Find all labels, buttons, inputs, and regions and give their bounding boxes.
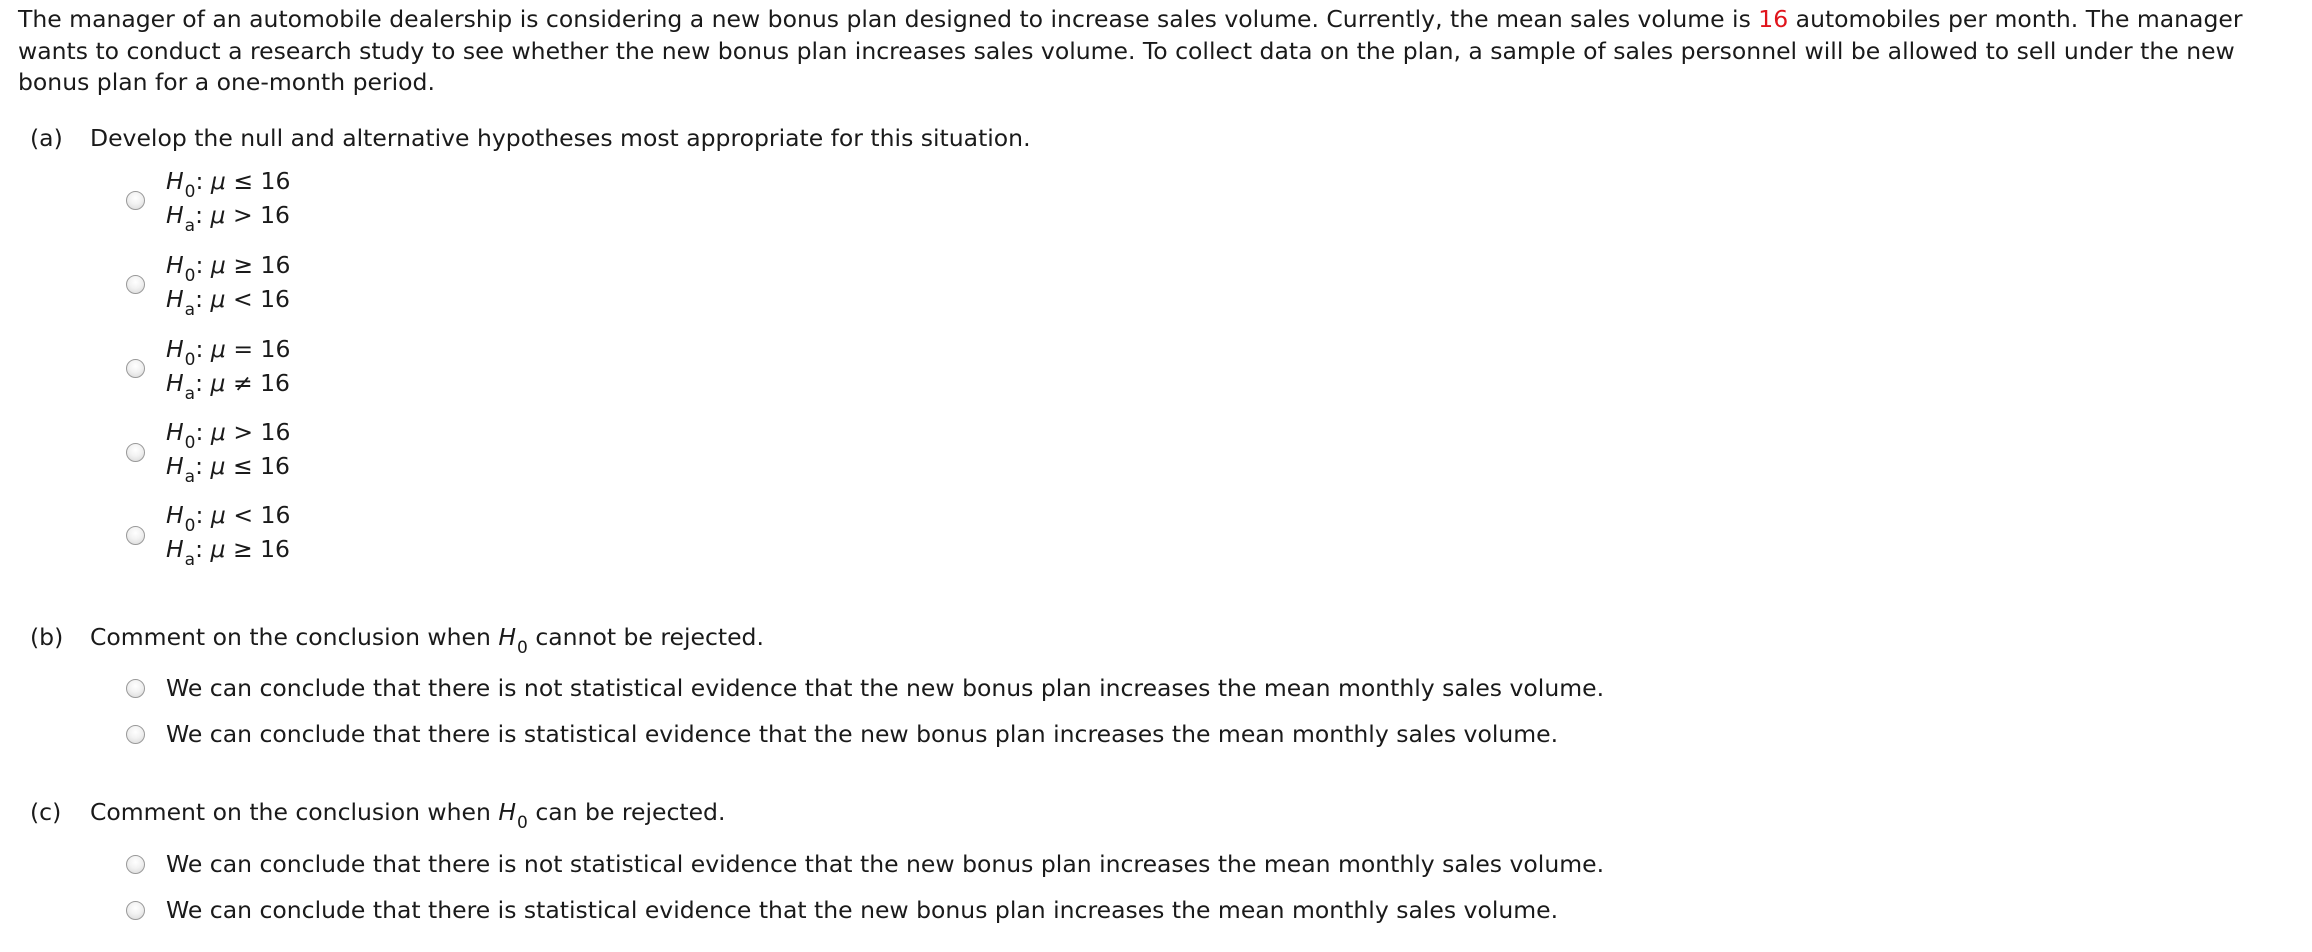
ha-relation: > 16 (232, 201, 291, 229)
alternative-hypothesis: $H_a$: μ ≤ 16 (166, 452, 291, 487)
conclusion-c-option-1-radio[interactable] (126, 855, 145, 874)
hypothesis-option-5-radio[interactable] (126, 526, 145, 545)
conclusion-c-option-1-label[interactable]: We can conclude that there is not statistical evidence that the new bonus plan increases the mean monthly sales volume. (166, 850, 1605, 878)
alternative-hypothesis: $H_a$: μ > 16 (166, 201, 291, 236)
conclusion-c-option-2-label[interactable]: We can conclude that there is statistical evidence that the new bonus plan increases the mean monthly sales volume. (166, 896, 1559, 924)
conclusion-b-option-1-radio[interactable] (126, 679, 145, 698)
intro-text-after: automobiles per month. The manager wants to conduct a research study to see whether the new bonus plan increases sales volume. To collect data on the plan, a sample of sales personnel will be allowed to sell under the new bonus plan for a one-month period. (18, 5, 2243, 96)
hypothesis-option-4-radio[interactable] (126, 443, 145, 462)
hypothesis-option-3-radio[interactable] (126, 359, 145, 378)
null-hypothesis: $H_0$: μ ≥ 16 (166, 251, 291, 286)
conclusion-c-option-2-radio[interactable] (126, 901, 145, 920)
mean-sales-value: 16 (1758, 5, 1789, 33)
ha-relation: ≠ 16 (232, 369, 291, 397)
hypothesis-option-4 (166, 415, 291, 487)
conclusion-b-option-2-radio[interactable] (126, 725, 145, 744)
alternative-hypothesis: $H_a$: μ ≠ 16 (166, 369, 291, 404)
ha-relation: ≥ 16 (232, 535, 291, 563)
h0-relation: ≤ 16 (233, 167, 291, 195)
h0-relation: > 16 (233, 418, 291, 446)
null-hypothesis: $H_0$: μ > 16 (166, 418, 291, 453)
hypothesis-option-1 (166, 164, 291, 236)
null-hypothesis: $H_0$: μ ≤ 16 (166, 167, 291, 202)
hypothesis-option-2-radio[interactable] (126, 275, 145, 294)
hypothesis-option-1-radio[interactable] (126, 191, 145, 210)
conclusion-b-option-2-label[interactable]: We can conclude that there is statistical evidence that the new bonus plan increases the mean monthly sales volume. (166, 720, 1559, 748)
null-hypothesis: $H_0$: μ = 16 (166, 335, 291, 370)
null-hypothesis: $H_0$: μ < 16 (166, 501, 291, 536)
ha-relation: < 16 (232, 285, 291, 313)
part-b-question: Comment on the conclusion when $H_0$ cannot be rejected. (90, 623, 764, 658)
part-c-label: (c) (30, 798, 62, 826)
hypothesis-option-5 (166, 498, 291, 570)
alternative-hypothesis: $H_a$: μ < 16 (166, 285, 291, 320)
part-b-label: (b) (30, 623, 64, 651)
ha-relation: ≤ 16 (232, 452, 291, 480)
alternative-hypothesis: $H_a$: μ ≥ 16 (166, 535, 291, 570)
intro-text-before: The manager of an automobile dealership is considering a new bonus plan designed to increase sales volume. Currently, the mean sales volume is (18, 5, 1759, 33)
part-a-label: (a) (30, 124, 63, 152)
h0-relation: < 16 (233, 501, 291, 529)
hypothesis-option-2 (166, 248, 291, 320)
hypothesis-option-3 (166, 332, 291, 404)
h0-relation: = 16 (233, 335, 291, 363)
conclusion-b-option-1-label[interactable]: We can conclude that there is not statistical evidence that the new bonus plan increases the mean monthly sales volume. (166, 674, 1605, 702)
h0-relation: ≥ 16 (233, 251, 291, 279)
part-c-question: Comment on the conclusion when $H_0$ can be rejected. (90, 798, 726, 833)
part-a-question: Develop the null and alternative hypotheses most appropriate for this situation. (90, 124, 1031, 152)
problem-statement (18, 4, 2288, 99)
